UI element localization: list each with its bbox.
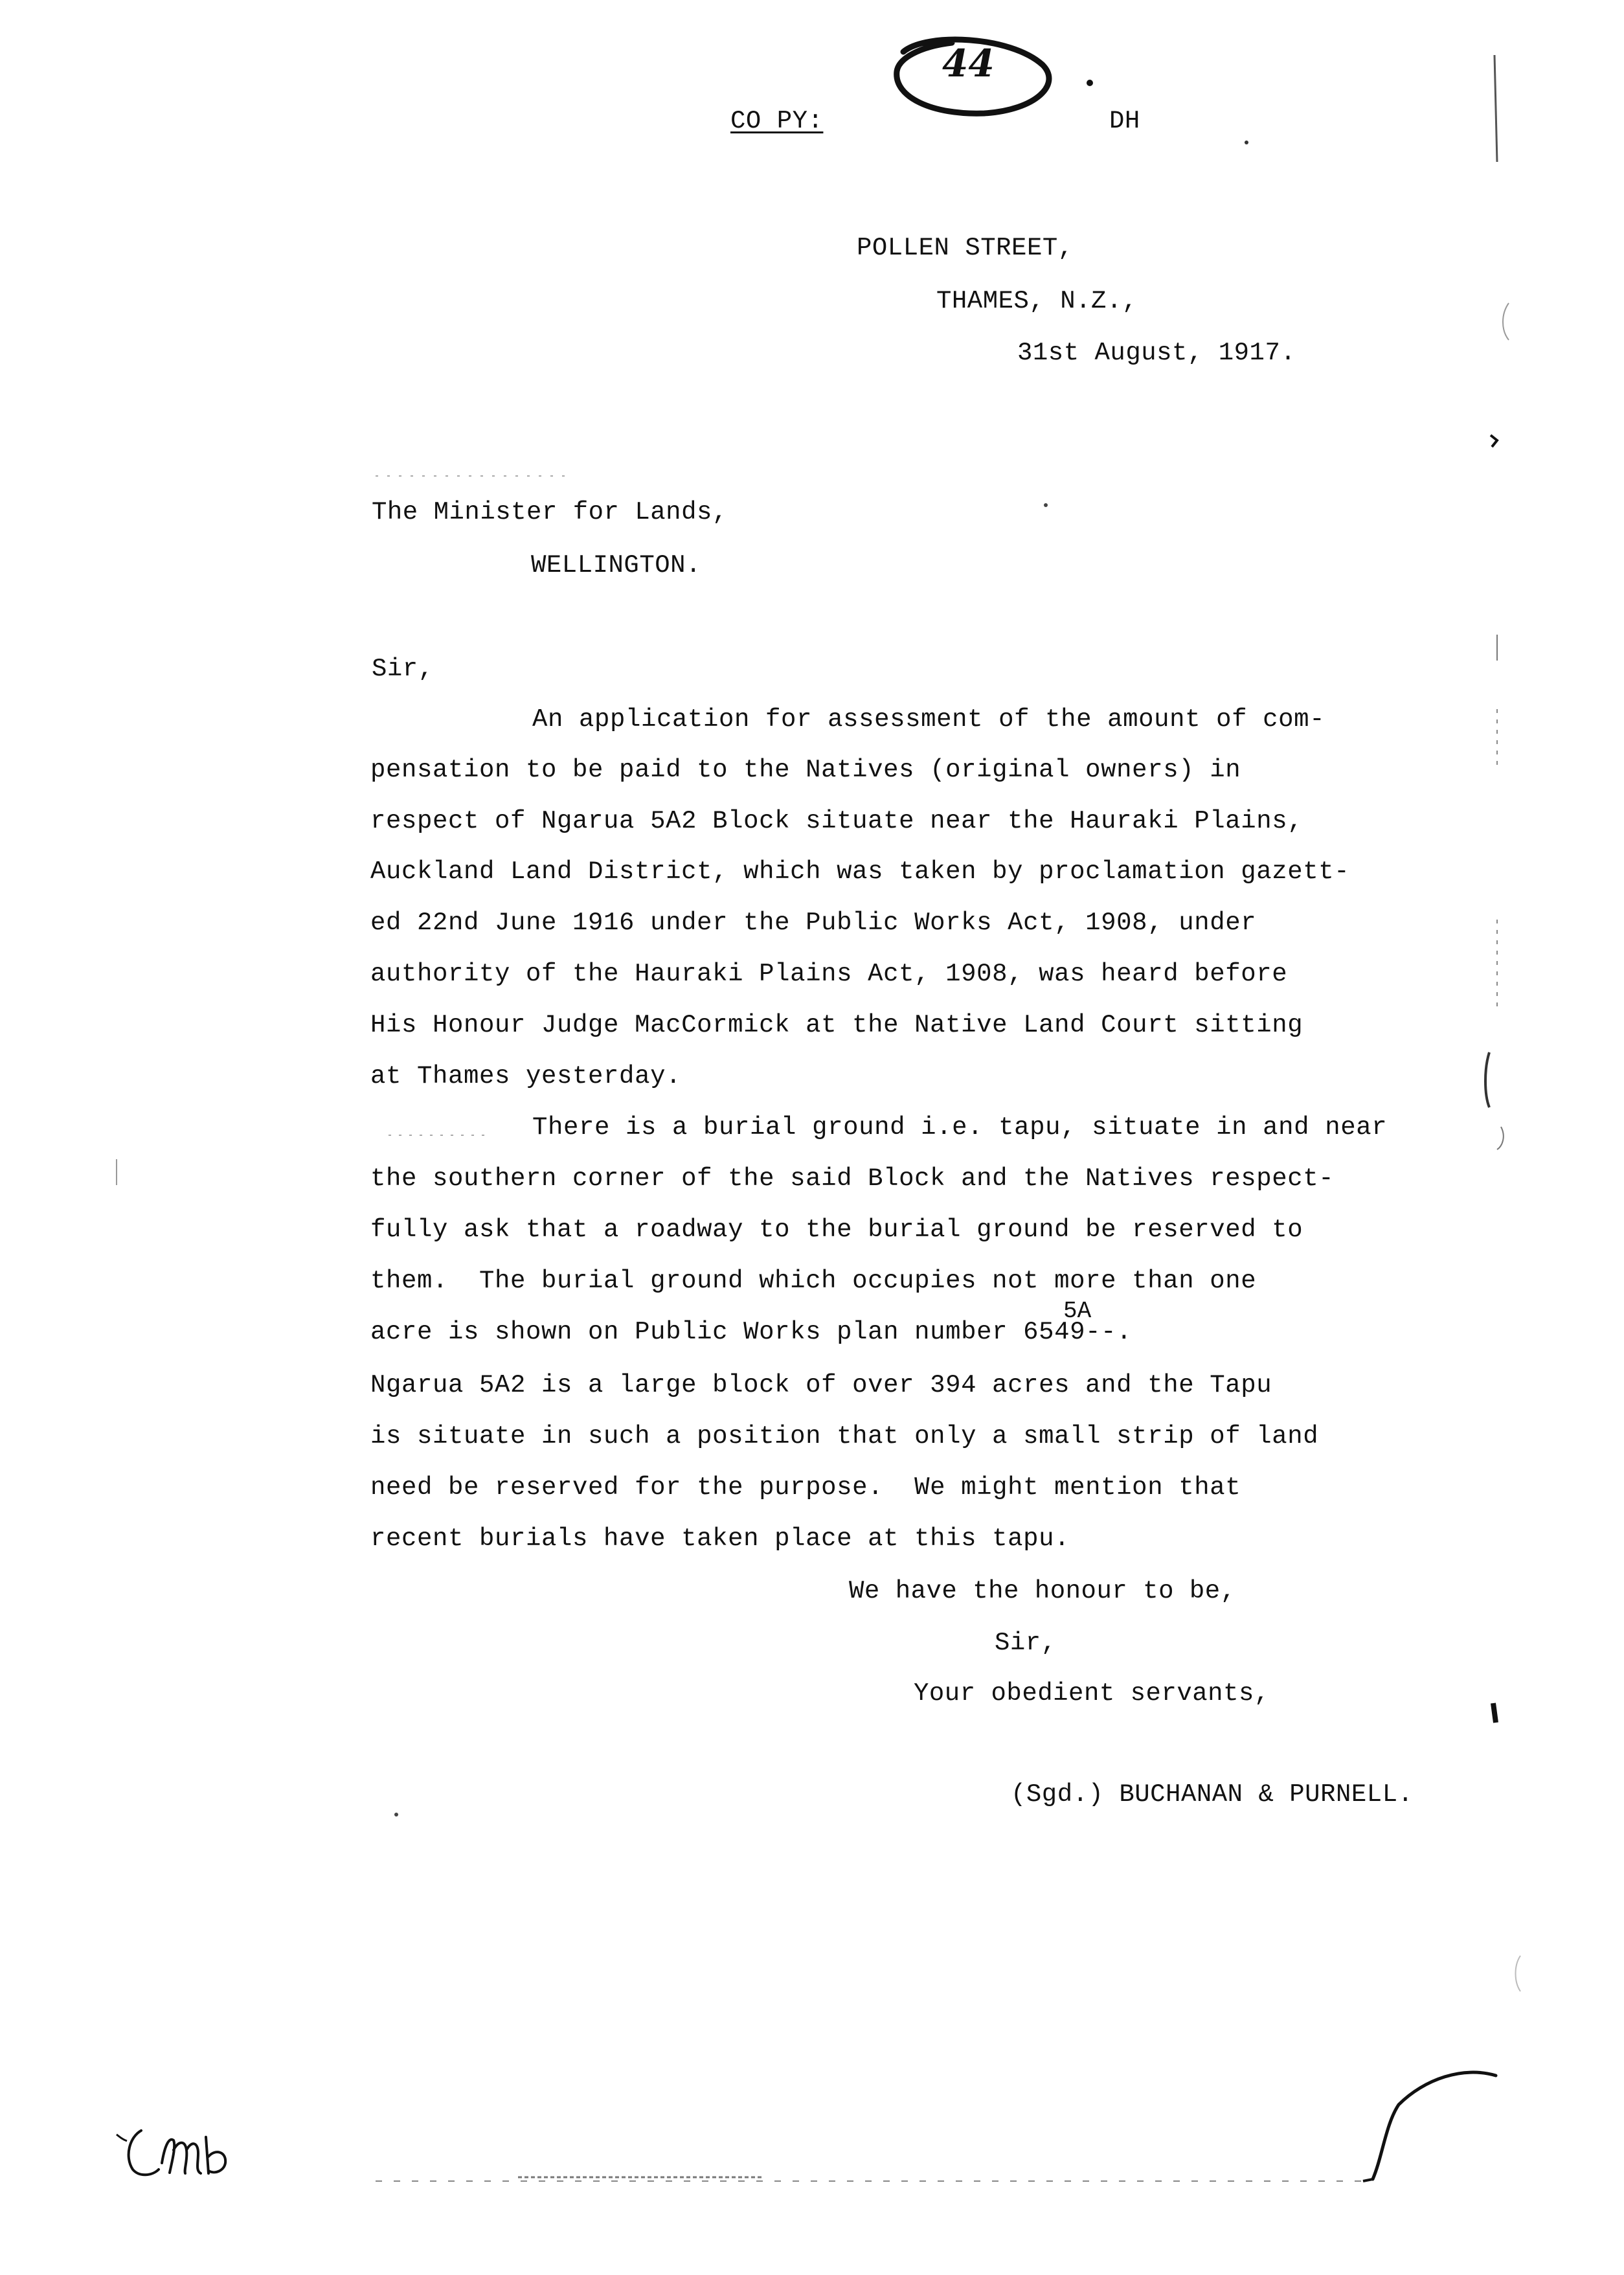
closing-line3: Your obedient servants, — [914, 1679, 1270, 1708]
body-line: fully ask that a roadway to the burial ground be reserved to — [370, 1216, 1303, 1244]
letter-date: 31st August, 1917. — [1017, 339, 1296, 367]
body-line: An application for assessment of the amount of com- — [532, 705, 1325, 734]
header-initials: DH — [1109, 107, 1140, 135]
stamp-number: 44 — [942, 41, 995, 85]
body-line: ed 22nd June 1916 under the Public Works Act, 1908, under — [370, 909, 1257, 937]
body-line: respect of Ngarua 5A2 Block situate near the Hauraki Plains, — [370, 807, 1303, 835]
body-line: at Thames yesterday. — [370, 1062, 682, 1091]
body-line: acre is shown on Public Works plan number 6549--. — [370, 1318, 1133, 1346]
signature: (Sgd.) BUCHANAN & PURNELL. — [1011, 1780, 1414, 1809]
body-line: is situate in such a position that only a small strip of land — [370, 1422, 1319, 1451]
closing-sir: Sir, — [995, 1629, 1057, 1657]
copy-label: CO PY: — [730, 107, 824, 135]
body-line: His Honour Judge MacCormick at the Native Land Court sitting — [370, 1011, 1303, 1039]
body-line: authority of the Hauraki Plains Act, 1908, was heard before — [370, 960, 1288, 988]
body-line: There is a burial ground i.e. tapu, situate in and near — [532, 1113, 1388, 1142]
body-line: Auckland Land District, which was taken by proclamation gazett- — [370, 857, 1350, 886]
address-city: THAMES, N.Z., — [936, 287, 1138, 315]
body-line: them. The burial ground which occupies not more than one — [370, 1267, 1257, 1295]
body-line: pensation to be paid to the Natives (original owners) in — [370, 756, 1241, 784]
recipient-line1: The Minister for Lands, — [372, 498, 728, 526]
body-line: need be reserved for the purpose. We might mention that — [370, 1473, 1241, 1502]
closing-line1: We have the honour to be, — [849, 1577, 1236, 1605]
body-line: the southern corner of the said Block and the Natives respect- — [370, 1164, 1335, 1193]
recipient-line2: WELLINGTON. — [531, 551, 701, 580]
salutation: Sir, — [372, 655, 434, 683]
body-line: Ngarua 5A2 is a large block of over 394 acres and the Tapu — [370, 1371, 1272, 1399]
address-street: POLLEN STREET, — [857, 234, 1074, 262]
plan-superscript: 5A — [1063, 1298, 1092, 1324]
body-line: recent burials have taken place at this tapu. — [370, 1524, 1070, 1553]
